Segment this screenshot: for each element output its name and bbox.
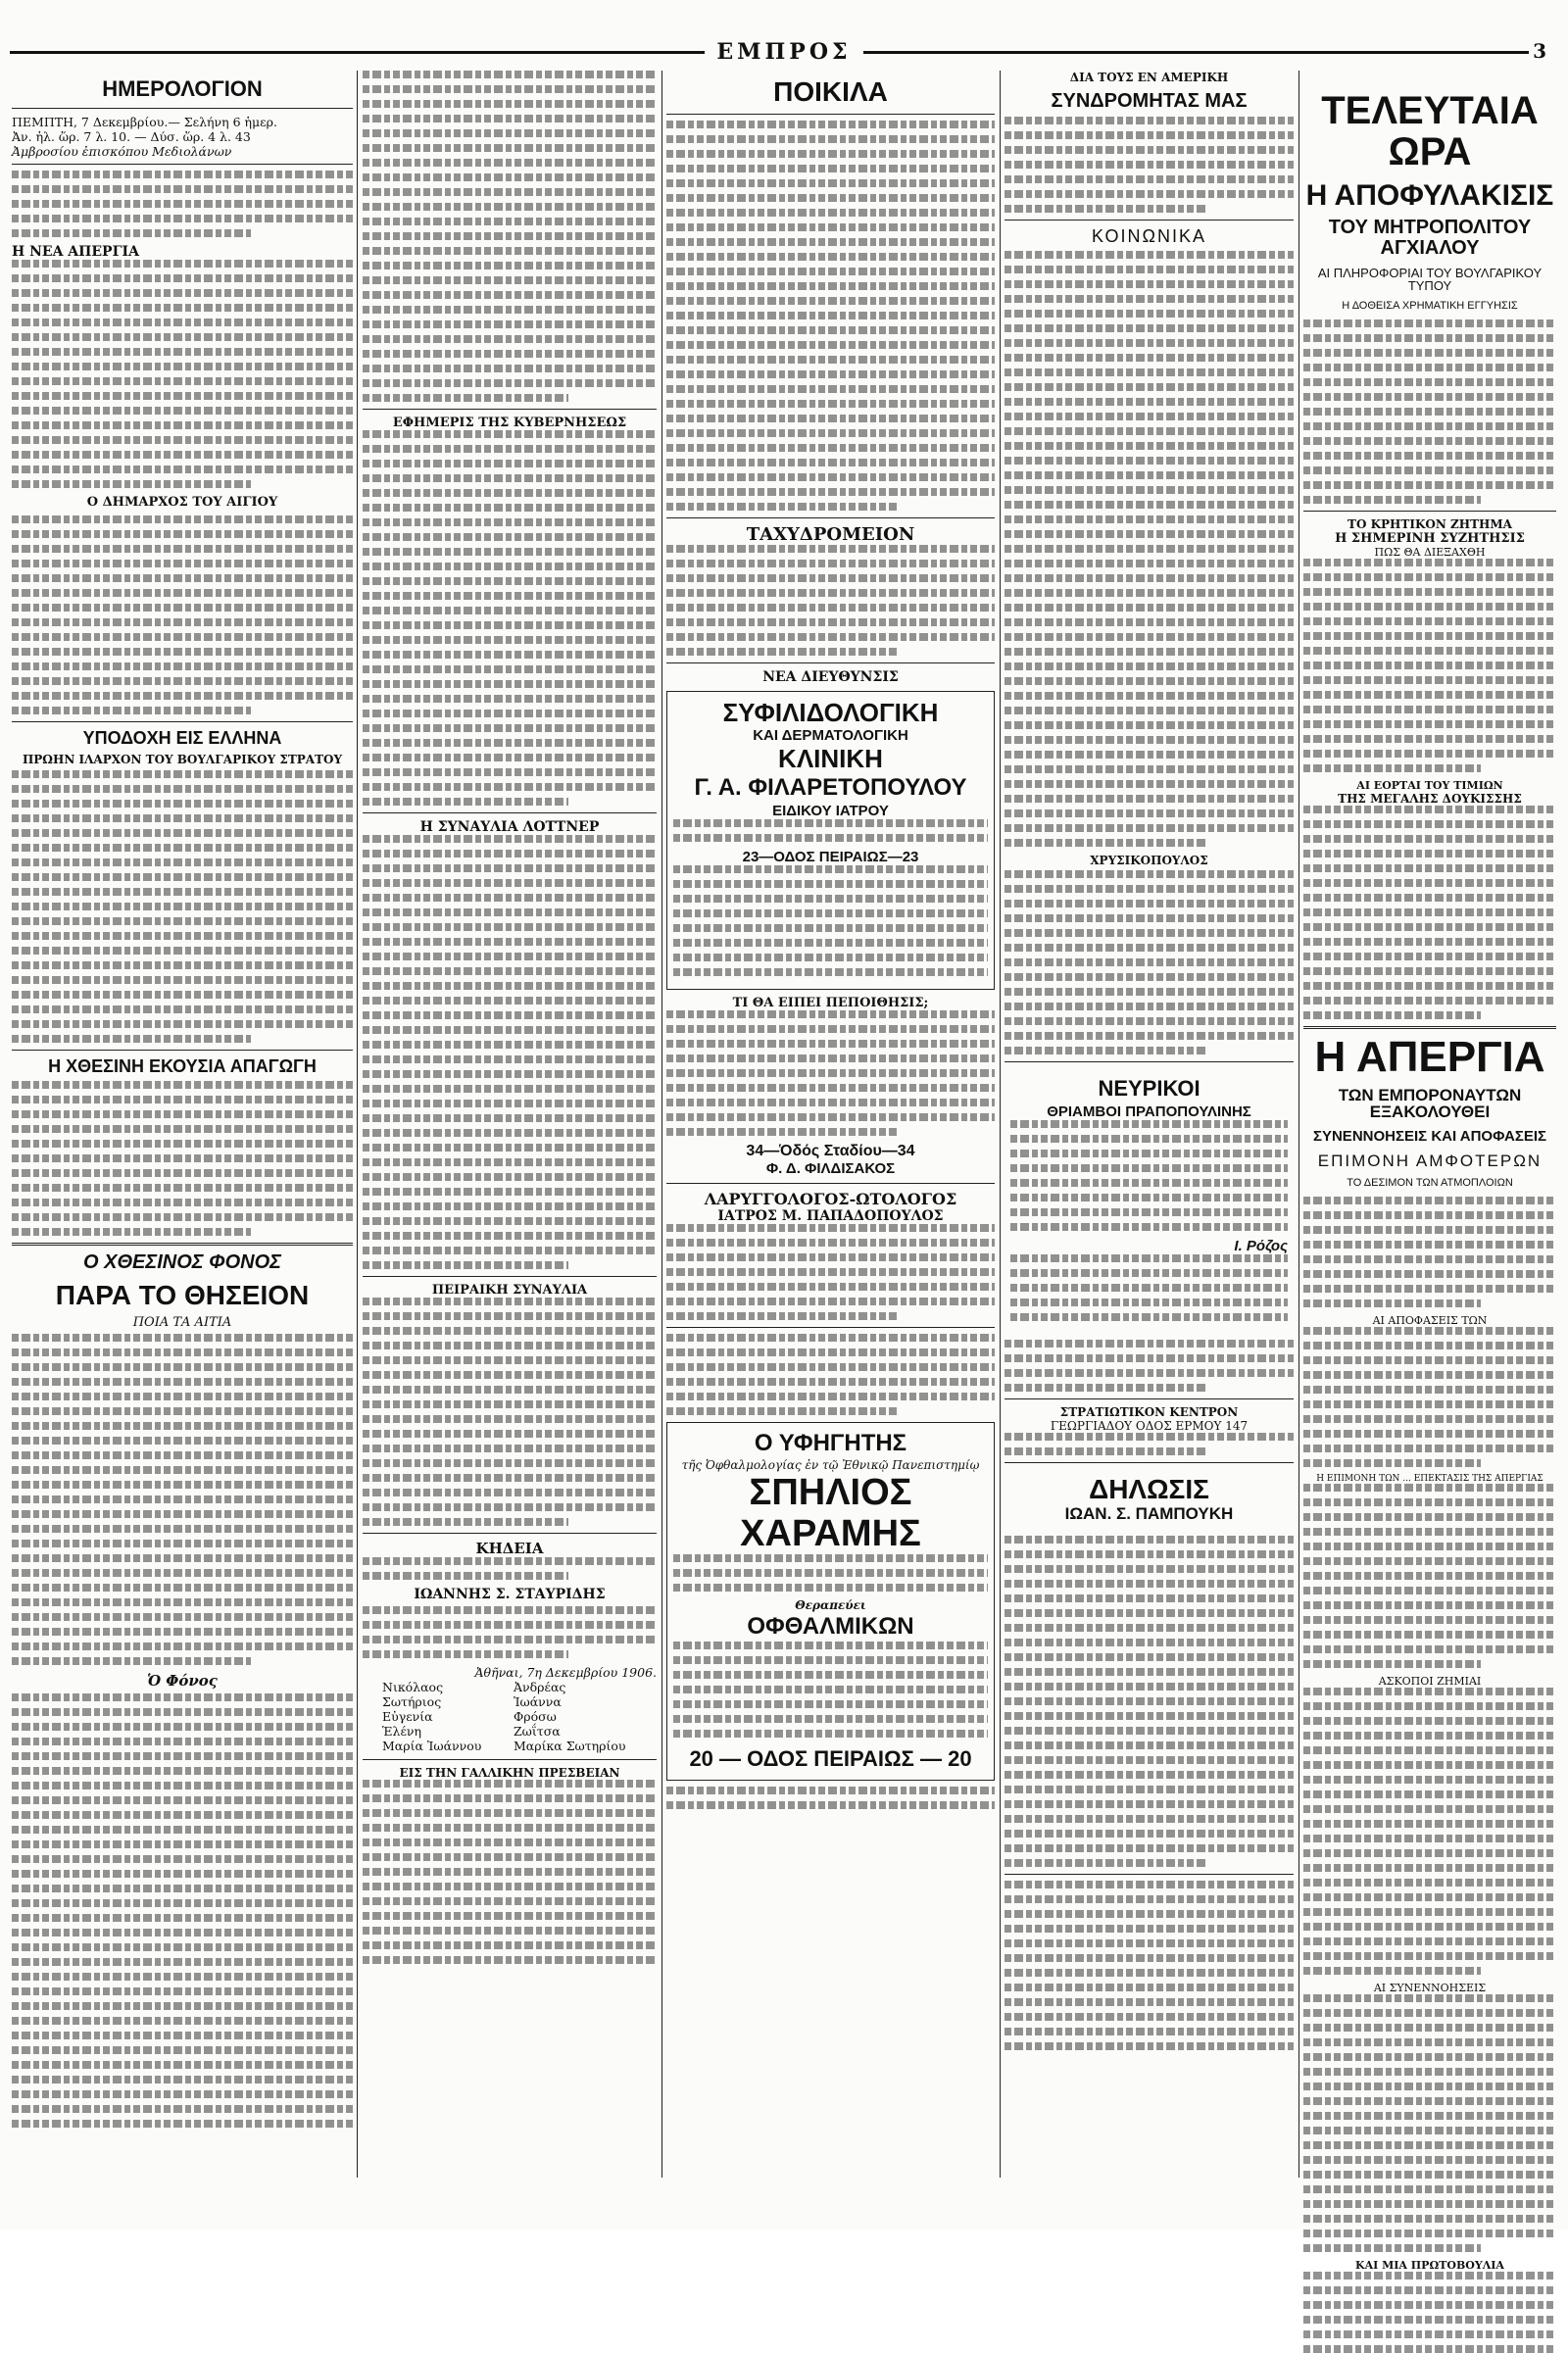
article-heading: Η ΣΗΜΕΡΙΝΗ ΣΥΖΗΤΗΣΙΣ xyxy=(1335,531,1525,547)
ad-title: ΟΦΘΑΛΜΙΚΩΝ xyxy=(747,1613,914,1640)
ad-clinic xyxy=(666,691,995,990)
family-member: Ἑλένη xyxy=(382,1724,422,1739)
headline-subtitle: ΤΩΝ ΕΜΠΟΡΟΝΑΥΤΩΝ ΕΞΑΚΟΛΟΥΘΕΙ xyxy=(1338,1085,1522,1122)
ad-title: ΔΗΛΩΣΙΣ xyxy=(1089,1474,1209,1504)
family-member: Νικόλαος xyxy=(382,1680,444,1694)
article-text xyxy=(363,835,657,1269)
article-heading: ΚΗΔΕΙΑ xyxy=(475,1540,544,1557)
headline-subtitle: ΕΠΙΜΟΝΗ ΑΜΦΟΤΕΡΩΝ xyxy=(1317,1151,1543,1170)
article-text xyxy=(1303,1484,1556,1668)
ad-signature: Ι. Ρόζος xyxy=(1234,1238,1288,1254)
column-divider xyxy=(357,71,358,2178)
article-text xyxy=(12,1334,353,1665)
family-member: Ζωΐτσα xyxy=(514,1724,561,1739)
headline-last-hour: ΤΕΛΕΥΤΑΙΑ ΩΡΑ xyxy=(1321,89,1539,173)
article-text xyxy=(12,1693,353,2128)
article-text xyxy=(12,770,353,1043)
article-text xyxy=(666,121,995,511)
column-4 xyxy=(1004,71,1294,2178)
article-heading: ΧΡΥΣΙΚΟΠΟΥΛΟΣ xyxy=(1090,854,1208,867)
column-1 xyxy=(12,71,353,2178)
family-member: Εὐγενία xyxy=(382,1709,433,1724)
ad-title: ΝΕΥΡΙΚΟΙ xyxy=(1098,1076,1200,1101)
headline-release: Η ΑΠΟΦΥΛΑΚΙΣΙΣ xyxy=(1305,179,1554,212)
ad-text xyxy=(666,1224,995,1320)
column-5 xyxy=(1303,71,1556,2273)
ad-heading: ΛΑΡΥΓΓΟΛΟΓΟΣ-ΩΤΟΛΟΓΟΣ xyxy=(704,1190,957,1208)
article-text xyxy=(666,1787,995,1809)
section-heading-miscellany: ΠΟΙΚΙΛΑ xyxy=(773,76,888,107)
ad-text xyxy=(666,1010,995,1136)
ad-heading: ΤΙ ΘΑ ΕΙΠΕΙ ΠΕΠΟΙΘΗΣΙΣ; xyxy=(732,996,929,1010)
article-heading: Ο ΔΗΜΑΡΧΟΣ ΤΟΥ ΑΙΓΙΟΥ xyxy=(86,495,278,510)
article-text xyxy=(363,1606,657,1658)
article-heading: ΚΑΙ ΜΙΑ ΠΡΩΤΟΒΟΥΛΙΑ xyxy=(1355,2259,1504,2273)
ad-heading: ΣΤΡΑΤΙΩΤΙΚΟΝ ΚΕΝΤΡΟΝ xyxy=(1059,1405,1239,1419)
family-member: Μαρία Ἰωάννου xyxy=(382,1739,482,1753)
ad-ophthalmologist xyxy=(666,1422,995,1781)
ad-subtitle: ΘΡΙΑΜΒΟΙ ΠΡΑΠΟΠΟΥΛΙΝΗΣ xyxy=(1047,1103,1251,1120)
article-text xyxy=(363,430,657,806)
headline-subtitle: ΤΟΥ ΜΗΤΡΟΠΟΛΙΤΟΥ ΑΓΧΙΑΛΟΥ xyxy=(1328,216,1532,259)
ad-neurology xyxy=(1004,1068,1294,1334)
section-heading: Η ΧΘΕΣΙΝΗ ΕΚΟΥΣΙΑ ΑΠΑΓΩΓΗ xyxy=(48,1056,317,1076)
article-text xyxy=(1303,2272,1556,2353)
calendar-line: Ἀμβροσίου ἐπισκόπου Μεδιολάνων xyxy=(12,144,232,159)
ad-title: Ο ΥΦΗΓΗΤΗΣ xyxy=(754,1430,907,1456)
section-heading: ΣΥΝΔΡΟΜΗΤΑΣ ΜΑΣ xyxy=(1051,90,1248,112)
article-heading: ΕΙΣ ΤΗΝ ΓΑΛΛΙΚΗΝ ΠΡΕΣΒΕΙΑΝ xyxy=(399,1766,620,1780)
section-heading: Ο ΧΘΕΣΙΝΟΣ ΦΟΝΟΣ xyxy=(83,1251,281,1273)
article-text xyxy=(666,545,995,656)
section-heading: ΠΑΡΑ ΤΟ ΘΗΣΕΙΟΝ xyxy=(55,1280,310,1310)
ad-subtitle: Θεραπεύει xyxy=(795,1598,866,1612)
article-text xyxy=(12,515,353,714)
ad-declaration xyxy=(1004,1469,1294,1530)
ad-doctor-first-name: ΣΠΗΛΙΟΣ xyxy=(749,1472,912,1513)
ad-doctor-last-name: ΧΑΡΑΜΗΣ xyxy=(740,1513,921,1554)
headline-subtitle: Η ΔΟΘΕΙΣΑ ΧΡΗΜΑΤΙΚΗ ΕΓΓΥΗΣΙΣ xyxy=(1342,299,1518,312)
article-heading: ΤΟ ΚΡΗΤΙΚΟΝ ΖΗΤΗΜΑ xyxy=(1348,517,1512,532)
ad-text xyxy=(1004,1881,1294,2050)
family-member: Ἰωάννα xyxy=(514,1694,562,1709)
article-text xyxy=(12,1081,353,1236)
section-subheading: ΠΡΩΗΝ ΙΛΑΡΧΟΝ ΤΟΥ ΒΟΥΛΓΑΡΙΚΟΥ ΣΤΡΑΤΟΥ xyxy=(22,753,343,766)
article-text xyxy=(1303,1994,1556,2252)
article-heading: ΕΦΗΜΕΡΙΣ ΤΗΣ ΚΥΒΕΡΝΗΣΕΩΣ xyxy=(392,416,627,430)
ad-title: ΣΥΦΙΛΙΔΟΛΟΓΙΚΗ xyxy=(722,698,939,727)
article-text xyxy=(363,1780,657,1964)
ad-address: ΓΕΩΡΓΙΑΔΟΥ ΟΔΟΣ ΕΡΜΟΥ 147 xyxy=(1050,1419,1249,1433)
ad-text xyxy=(1004,1433,1294,1455)
obituary-name: ΙΩΑΝΝΗΣ Σ. ΣΤΑΥΡΙΔΗΣ xyxy=(414,1587,606,1602)
article-text xyxy=(363,1557,657,1580)
article-text xyxy=(1303,1688,1556,1975)
headline-subtitle: ΣΥΝΕΝΝΟΗΣΕΙΣ ΚΑΙ ΑΠΟΦΑΣΕΙΣ xyxy=(1312,1128,1547,1146)
article-text xyxy=(363,1298,657,1526)
article-heading: ΑΙ ΑΠΟΦΑΣΕΙΣ ΤΩΝ xyxy=(1372,1314,1488,1328)
ad-text xyxy=(1004,1536,1294,1867)
obituary-date: Ἀθῆναι, 7η Δεκεμβρίου 1906. xyxy=(474,1665,657,1680)
column-divider xyxy=(1298,71,1299,2178)
family-member: Ἀνδρέας xyxy=(514,1680,566,1694)
calendar-line: ΠΕΜΠΤΗ, 7 Δεκεμβρίου.— Σελήνη 6 ἡμερ. xyxy=(12,115,277,129)
ad-name: ΙΩΑΝ. Σ. ΠΑΜΠΟΥΚΗ xyxy=(1064,1504,1234,1523)
ad-heading: ΝΕΑ ΔΙΕΥΘΥΝΣΙΣ xyxy=(762,669,899,685)
ad-text xyxy=(1004,1340,1294,1392)
article-text xyxy=(1303,559,1556,772)
article-heading: ΑΙ ΕΟΡΤΑΙ ΤΟΥ ΤΙΜΙΩΝ xyxy=(1356,779,1503,793)
article-heading: ΠΩΣ ΘΑ ΔΙΕΞΑΧΘΗ xyxy=(1374,546,1486,560)
article-heading: Η ΣΥΝΑΥΛΙΑ ΛΟΤΤΝΕΡ xyxy=(419,819,600,835)
article-text xyxy=(12,171,353,237)
ad-name: Φ. Δ. ΦΙΛΔΙΣΑΚΟΣ xyxy=(765,1160,896,1177)
article-text xyxy=(666,1334,995,1415)
article-heading: ΑΙ ΣΥΝΕΝΝΟΗΣΕΙΣ xyxy=(1373,1982,1487,1995)
article-heading: Ὁ Φόνος xyxy=(147,1672,218,1690)
family-member: Σωτήριος xyxy=(382,1694,442,1709)
column-3 xyxy=(666,71,995,2178)
ad-doctor-name: Γ. Α. ΦΙΛΑΡΕΤΟΠΟΥΛΟΥ xyxy=(694,774,967,801)
article-heading: ΠΕΙΡΑΙΚΗ ΣΥΝΑΥΛΙΑ xyxy=(431,1283,588,1298)
section-heading: ΔΙΑ ΤΟΥΣ ΕΝ ΑΜΕΡΙΚΗ xyxy=(1069,71,1229,84)
ad-doctor-name: ΙΑΤΡΟΣ Μ. ΠΑΠΑΔΟΠΟΥΛΟΣ xyxy=(717,1208,944,1224)
ad-doctor-role: ΕΙΔΙΚΟΥ ΙΑΤΡΟΥ xyxy=(772,803,889,819)
article-heading: Η ΕΠΙΜΟΝΗ ΤΩΝ ... ΕΠΕΚΤΑΣΙΣ ΤΗΣ ΑΠΕΡΓΙΑΣ xyxy=(1316,1474,1544,1485)
article-text xyxy=(12,260,353,488)
article-text xyxy=(1303,1197,1556,1307)
section-subheading: ΠΟΙΑ ΤΑ ΑΙΤΙΑ xyxy=(132,1315,232,1330)
masthead xyxy=(0,39,1568,65)
newspaper-title: ΕΜΠΡΟΣ xyxy=(705,39,862,65)
article-heading: ΑΣΚΟΠΟΙ ΖΗΜΙΑΙ xyxy=(1378,1675,1482,1689)
page-number: 3 xyxy=(1529,39,1550,63)
headline-subtitle: ΤΟ ΔΕΣΙΜΟΝ ΤΩΝ ΑΤΜΟΠΛΟΙΩΝ xyxy=(1347,1176,1513,1189)
section-heading: ΥΠΟΔΟΧΗ ΕΙΣ ΕΛΛΗΝΑ xyxy=(82,728,282,748)
article-heading: Η ΝΕΑ ΑΠΕΡΓΙΑ xyxy=(12,244,139,260)
article-text xyxy=(363,71,657,402)
ad-address: 34—Ὁδός Σταδίου—34 xyxy=(746,1143,915,1159)
family-member: Φρόσω xyxy=(514,1709,557,1724)
ad-title: ΚΛΙΝΙΚΗ xyxy=(778,744,883,773)
section-heading-social: ΚΟΙΝΩΝΙΚΑ xyxy=(1092,226,1206,246)
article-heading: ΤΑΧΥΔΡΟΜΕΙΟΝ xyxy=(746,524,915,545)
article-text xyxy=(1004,117,1294,213)
headline-strike: Η ΑΠΕΡΓΙΑ xyxy=(1314,1033,1545,1082)
ad-address: 23—ΟΔΟΣ ΠΕΙΡΑΙΩΣ—23 xyxy=(742,849,919,865)
headline-subtitle: ΑΙ ΠΛΗΡΟΦΟΡΙΑΙ ΤΟΥ ΒΟΥΛΓΑΡΙΚΟΥ ΤΥΠΟΥ xyxy=(1317,265,1543,294)
column-divider xyxy=(1000,71,1001,2178)
ad-address: 20 — ΟΔΟΣ ΠΕΙΡΑΙΩΣ — 20 xyxy=(689,1746,972,1771)
article-text xyxy=(1004,870,1294,1054)
article-text xyxy=(1303,319,1556,504)
column-2 xyxy=(363,71,657,2178)
family-member: Μαρίκα Σωτηρίου xyxy=(514,1739,626,1753)
article-text xyxy=(1004,251,1294,847)
ad-title: ΚΑΙ ΔΕΡΜΑΤΟΛΟΓΙΚΗ xyxy=(753,727,908,744)
calendar-line: Ἀν. ἡλ. ὥρ. 7 λ. 10. — Δύσ. ὥρ. 4 λ. 43 xyxy=(12,129,251,144)
ad-subtitle: τῆς Ὀφθαλμολογίας ἐν τῷ Ἐθνικῷ Πανεπιστημίῳ xyxy=(681,1458,980,1472)
article-heading: ΤΗΣ ΜΕΓΑΛΗΣ ΔΟΥΚΙΣΣΗΣ xyxy=(1338,792,1522,807)
article-text xyxy=(1303,1327,1556,1467)
article-text xyxy=(1303,806,1556,1019)
section-heading-calendar: ΗΜΕΡΟΛΟΓΙΟΝ xyxy=(102,76,263,101)
obituary-family-list xyxy=(363,1680,657,1753)
